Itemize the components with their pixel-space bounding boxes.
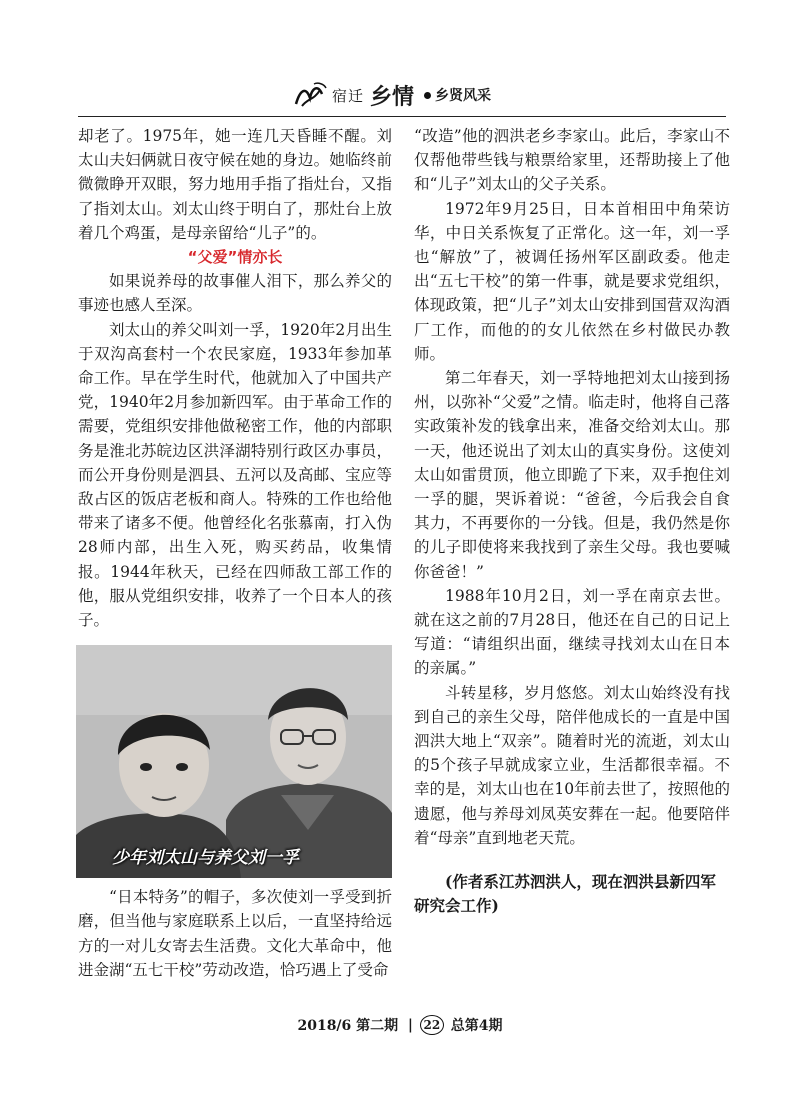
paragraph: 1972年9月25日，日本首相田中角荣访华，中日关系恢复了正常化。这一年，刘一孚也“解放”了，被调任扬州军区副政委。他走出“五七干校”的第一件事，就是要求党组织，体现政策，把“儿子”刘太山安排到国营双沟酒厂工作，而他的的女儿依然在乡村做民办教师。 <box>414 199 730 363</box>
section-text: 乡贤风采 <box>435 88 492 104</box>
subheading: “父爱”情亦长 <box>187 248 283 267</box>
paragraph: 第二年春天，刘一孚特地把刘太山接到扬州，以弥补“父爱”之情。临走时，他将自己落实政策补发的钱拿出来，准备交给刘太山。那一天，他还说出了刘太山的真实身份。这使刘太山如雷贯顶，他立即跪了下来，双手抱住刘一孚的腿，哭诉着说：“爸爸，今后我会自食其力，不再要你的一分钱。但是，我仍然是你的儿子即使将来我找到了亲生父母。我也要喊你爸爸！” <box>414 369 730 581</box>
right-column <box>414 124 730 850</box>
footer-separator: | <box>403 1017 414 1033</box>
photo-boy-and-foster-father <box>76 645 392 878</box>
left-column <box>78 124 392 632</box>
author-note <box>414 870 730 919</box>
paragraph: 斗转星移，岁月悠悠。刘太山始终没有找到自己的亲生父母，陪伴他成长的一直是中国泗洪大地上“双亲”。随着时光的流逝，刘太山的5个孩子早就成家立业，生活都很幸福。不幸的是，刘太山也在10年前去世了，按照他的遗愿，他与养母刘凤英安葬在一起。他要陪伴着“母亲”直到地老天荒。 <box>414 683 730 847</box>
footer-total-issue: 总第4期 <box>450 1018 503 1034</box>
header-rule <box>78 116 726 117</box>
brand-main: 乡情 <box>370 84 415 110</box>
paragraph: “日本特务”的帽子，多次使刘一孚受到折磨，但当他与家庭联系上以后，一直坚持给远方的一对儿女寄去生活费。文化大革命中，他进金湖“五七干校”劳动改造，恰巧遇上了受命 <box>78 888 392 980</box>
page-number: 22 <box>420 1015 444 1035</box>
bullet-icon <box>424 92 431 99</box>
section-label <box>424 85 491 105</box>
left-column-bottom <box>78 885 392 983</box>
author-note-text: (作者系江苏泗洪人，现在泗洪县新四军研究会工作) <box>414 872 716 916</box>
photo-caption: 少年刘太山与养父刘一孚 <box>112 848 299 868</box>
paragraph: 却老了。1975年，她一连几天昏睡不醒。刘太山夫妇俩就日夜守候在她的身边。她临终前微微睁开双眼，努力地用手指了指灶台，又指了指刘太山。刘太山终于明白了，那灶台上放着几个鸡蛋，是母亲留给“儿子”的。 <box>78 127 392 242</box>
footer-issue: 2018/6 第二期 <box>297 1018 399 1034</box>
paragraph: “改造”他的泗洪老乡李家山。此后，李家山不仅帮他带些钱与粮票给家里，还帮助接上了他和“儿子”刘太山的父子关系。 <box>414 127 730 194</box>
paragraph: 1988年10月2日，刘一孚在南京去世。就在这之前的7月28日，他还在自己的日记上写道：“请组织出面，继续寻找刘太山在日本的亲属。” <box>414 586 730 678</box>
paragraph: 刘太山的养父叫刘一孚，1920年2月出生于双沟高套村一个农民家庭，1933年参加革命工作。早在学生时代，他就加入了中国共产党，1940年2月参加新四军。由于革命工作的需要，党组织安排他做秘密工作，他的内部职务是淮北苏皖边区洪泽湖特别行政区办事员，而公开身份则是泗县、五河以及高邮、宝应等敌占区的饭店老板和商人。特殊的工作也给他带来了诸多不便。他曾经化名张慕南，打入伪28师内部，出生入死，购买药品，收集情报。1944年秋天，已经在四师敌工部工作的他，服从党组织安排，收养了一个日本人的孩子。 <box>78 320 392 630</box>
masthead <box>292 78 491 112</box>
brand-logo-icon <box>292 80 328 110</box>
paragraph: 如果说养母的故事催人泪下，那么养父的事迹也感人至深。 <box>78 272 392 315</box>
page-footer <box>0 1015 800 1035</box>
brand-prefix: 宿迁 <box>332 86 365 105</box>
